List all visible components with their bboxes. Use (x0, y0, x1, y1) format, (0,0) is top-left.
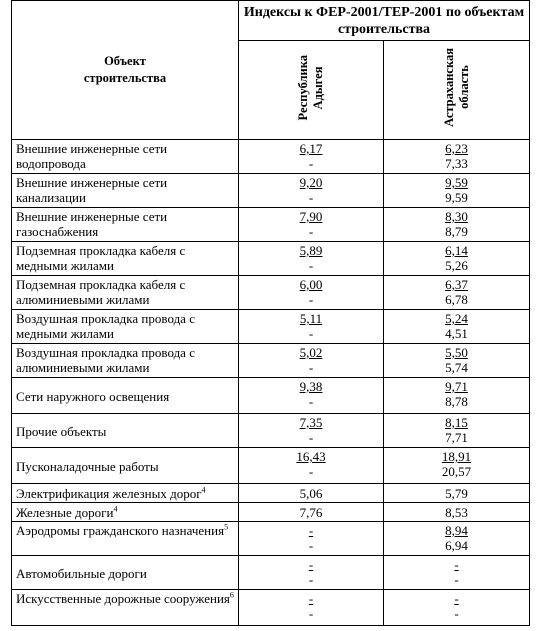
object-name-cell (12, 140, 239, 174)
table-row (12, 556, 530, 590)
index-value-numerator: - (454, 591, 459, 606)
index-cell-region-1 (239, 242, 384, 276)
index-value-denominator: - (308, 258, 314, 273)
table-row (12, 522, 530, 556)
index-value-numerator: - (308, 557, 314, 572)
index-value-denominator: - (308, 606, 314, 621)
object-name: Железные дороги (16, 505, 114, 520)
index-value: 8,53 (445, 505, 468, 520)
index-cell-region-1 (239, 503, 384, 522)
table-row (12, 242, 530, 276)
object-name: Аэродромы гражданского назначения (16, 523, 225, 538)
table-row (12, 378, 530, 414)
index-value-numerator: 5,50 (445, 345, 468, 360)
index-cell-region-2 (384, 310, 530, 344)
index-cell-region-1 (239, 310, 384, 344)
index-value-denominator: 8,79 (445, 224, 468, 239)
footnote-mark: 4 (201, 485, 206, 495)
index-value-numerator: 6,37 (445, 277, 468, 292)
index-cell-region-1 (239, 276, 384, 310)
object-name: Воздушная прокладка провода с медными жилами (16, 311, 195, 341)
object-name: Внешние инженерные сети канализации (16, 175, 168, 205)
region-label: Астраханская область (441, 48, 471, 127)
index-value: 5,06 (299, 486, 323, 501)
index-value-numerator: 8,30 (445, 209, 468, 224)
column-header-region-2 (384, 41, 530, 140)
table-row (12, 448, 530, 484)
index-cell-region-2 (384, 174, 530, 208)
index-cell-region-1 (239, 140, 384, 174)
object-name: Автомобильные дороги (16, 565, 147, 581)
index-value-numerator: 5,89 (299, 243, 323, 258)
index-value-numerator: 7,90 (299, 209, 323, 224)
object-name: Электрификация железных дорог (16, 486, 202, 501)
index-cell-region-2 (384, 590, 530, 626)
index-value-denominator: 6,94 (445, 538, 468, 553)
index-value-numerator: - (454, 557, 459, 572)
index-value-denominator: - (308, 464, 314, 479)
index-cell-region-1 (239, 522, 384, 556)
index-value-numerator: 9,59 (445, 175, 468, 190)
index-value-numerator: 7,35 (299, 415, 323, 430)
index-value-numerator: 5,24 (445, 311, 468, 326)
index-cell-region-2 (384, 208, 530, 242)
index-value-denominator: - (308, 292, 314, 307)
table-row (12, 484, 530, 503)
index-cell-region-2 (384, 378, 530, 414)
object-name-cell (12, 208, 239, 242)
index-cell-region-2 (384, 344, 530, 378)
object-name-cell (12, 310, 239, 344)
index-cell-region-1 (239, 414, 384, 448)
index-value-numerator: 5,02 (299, 345, 323, 360)
table-row (12, 140, 530, 174)
object-name: Подземная прокладка кабеля с медными жилами (16, 243, 186, 273)
object-name: Искусственные дорожные сооружения (16, 591, 230, 606)
index-value-numerator: 8,94 (445, 523, 468, 538)
object-name-cell (12, 344, 239, 378)
object-name-cell (12, 522, 239, 556)
object-name-cell (12, 242, 239, 276)
index-value-numerator: - (308, 523, 314, 538)
object-name: Внешние инженерные сети газоснабжения (16, 209, 168, 239)
table-row (12, 590, 530, 626)
index-cell-region-2 (384, 448, 530, 484)
index-cell-region-2 (384, 414, 530, 448)
index-value-denominator: - (308, 360, 314, 375)
table-row (12, 174, 530, 208)
index-value-denominator: - (308, 224, 314, 239)
index-value-numerator: 9,20 (299, 175, 323, 190)
index-value-denominator: 8,78 (445, 394, 468, 409)
object-name-cell (12, 590, 239, 626)
index-cell-region-1 (239, 344, 384, 378)
index-value-denominator: - (308, 156, 314, 171)
index-table (11, 0, 530, 626)
table-row (12, 344, 530, 378)
object-name: Сети наружного освещения (16, 388, 170, 404)
table-row (12, 276, 530, 310)
table-row (12, 310, 530, 344)
table-body (12, 140, 530, 626)
index-value-denominator: 7,71 (445, 430, 468, 445)
table-row (12, 414, 530, 448)
region-label: Республика Адыгея (296, 54, 325, 121)
object-name-cell (12, 448, 239, 484)
index-cell-region-2 (384, 556, 530, 590)
index-value-numerator: 9,38 (299, 379, 323, 394)
object-name-cell (12, 276, 239, 310)
index-cell-region-1 (239, 378, 384, 414)
index-value-numerator: 18,91 (441, 449, 472, 464)
index-value-numerator: 6,00 (299, 277, 323, 292)
object-name-cell (12, 556, 239, 590)
index-value-denominator: 6,78 (445, 292, 468, 307)
index-value-denominator: 5,74 (445, 360, 468, 375)
object-name-cell (12, 174, 239, 208)
index-cell-region-1 (239, 208, 384, 242)
object-name: Внешние инженерные сети водопровода (16, 141, 168, 171)
table-row (12, 208, 530, 242)
index-cell-region-2 (384, 140, 530, 174)
object-name-cell (12, 484, 239, 503)
index-value-denominator: 4,51 (445, 326, 468, 341)
object-name-cell (12, 503, 239, 522)
index-value-denominator: 9,59 (445, 190, 468, 205)
column-header-object (12, 1, 239, 140)
object-name-cell (12, 414, 239, 448)
index-value-numerator: 16,43 (296, 449, 326, 464)
object-name: Прочие объекты (16, 423, 107, 439)
footnote-mark: 5 (224, 522, 229, 532)
index-value-numerator: - (308, 591, 314, 606)
column-header-region-1 (239, 41, 384, 140)
footnote-mark: 6 (229, 590, 234, 600)
index-cell-region-1 (239, 556, 384, 590)
index-value-denominator: - (308, 326, 314, 341)
index-value-denominator: 20,57 (441, 464, 472, 479)
index-value-denominator: - (308, 394, 314, 409)
object-name: Воздушная прокладка провода с алюминиевыми жилами (16, 345, 195, 375)
index-value: 7,76 (299, 505, 323, 520)
index-value-numerator: 5,11 (299, 311, 323, 326)
index-value-denominator: 7,33 (445, 156, 468, 171)
object-name: Подземная прокладка кабеля с алюминиевыми жилами (16, 277, 186, 307)
index-value-denominator: - (308, 572, 314, 587)
index-cell-region-2 (384, 522, 530, 556)
object-name-cell (12, 378, 239, 414)
index-cell-region-2 (384, 242, 530, 276)
index-cell-region-1 (239, 174, 384, 208)
index-value-numerator: 8,15 (445, 415, 468, 430)
index-value-denominator: - (454, 606, 459, 621)
index-cell-region-1 (239, 484, 384, 503)
object-header-label: Объект строительства (83, 54, 167, 85)
table-row (12, 503, 530, 522)
footnote-mark: 4 (113, 504, 118, 514)
index-value: 5,79 (445, 486, 468, 501)
index-value-numerator: 6,23 (445, 141, 468, 156)
index-value-numerator: 6,14 (445, 243, 468, 258)
index-cell-region-2 (384, 484, 530, 503)
index-value-denominator: - (308, 430, 314, 445)
index-value-denominator: - (454, 572, 459, 587)
index-value-numerator: 9,71 (445, 379, 468, 394)
index-cell-region-1 (239, 590, 384, 626)
index-value-denominator: - (308, 538, 314, 553)
column-header-indexes: Индексы к ФЕР-2001/ТЕР-2001 по объектам строительства (239, 1, 530, 41)
index-value-denominator: 5,26 (445, 258, 468, 273)
index-value-numerator: 6,17 (299, 141, 323, 156)
index-cell-region-1 (239, 448, 384, 484)
object-name: Пусконаладочные работы (16, 458, 159, 474)
index-cell-region-2 (384, 276, 530, 310)
index-value-denominator: - (308, 190, 314, 205)
index-cell-region-2 (384, 503, 530, 522)
